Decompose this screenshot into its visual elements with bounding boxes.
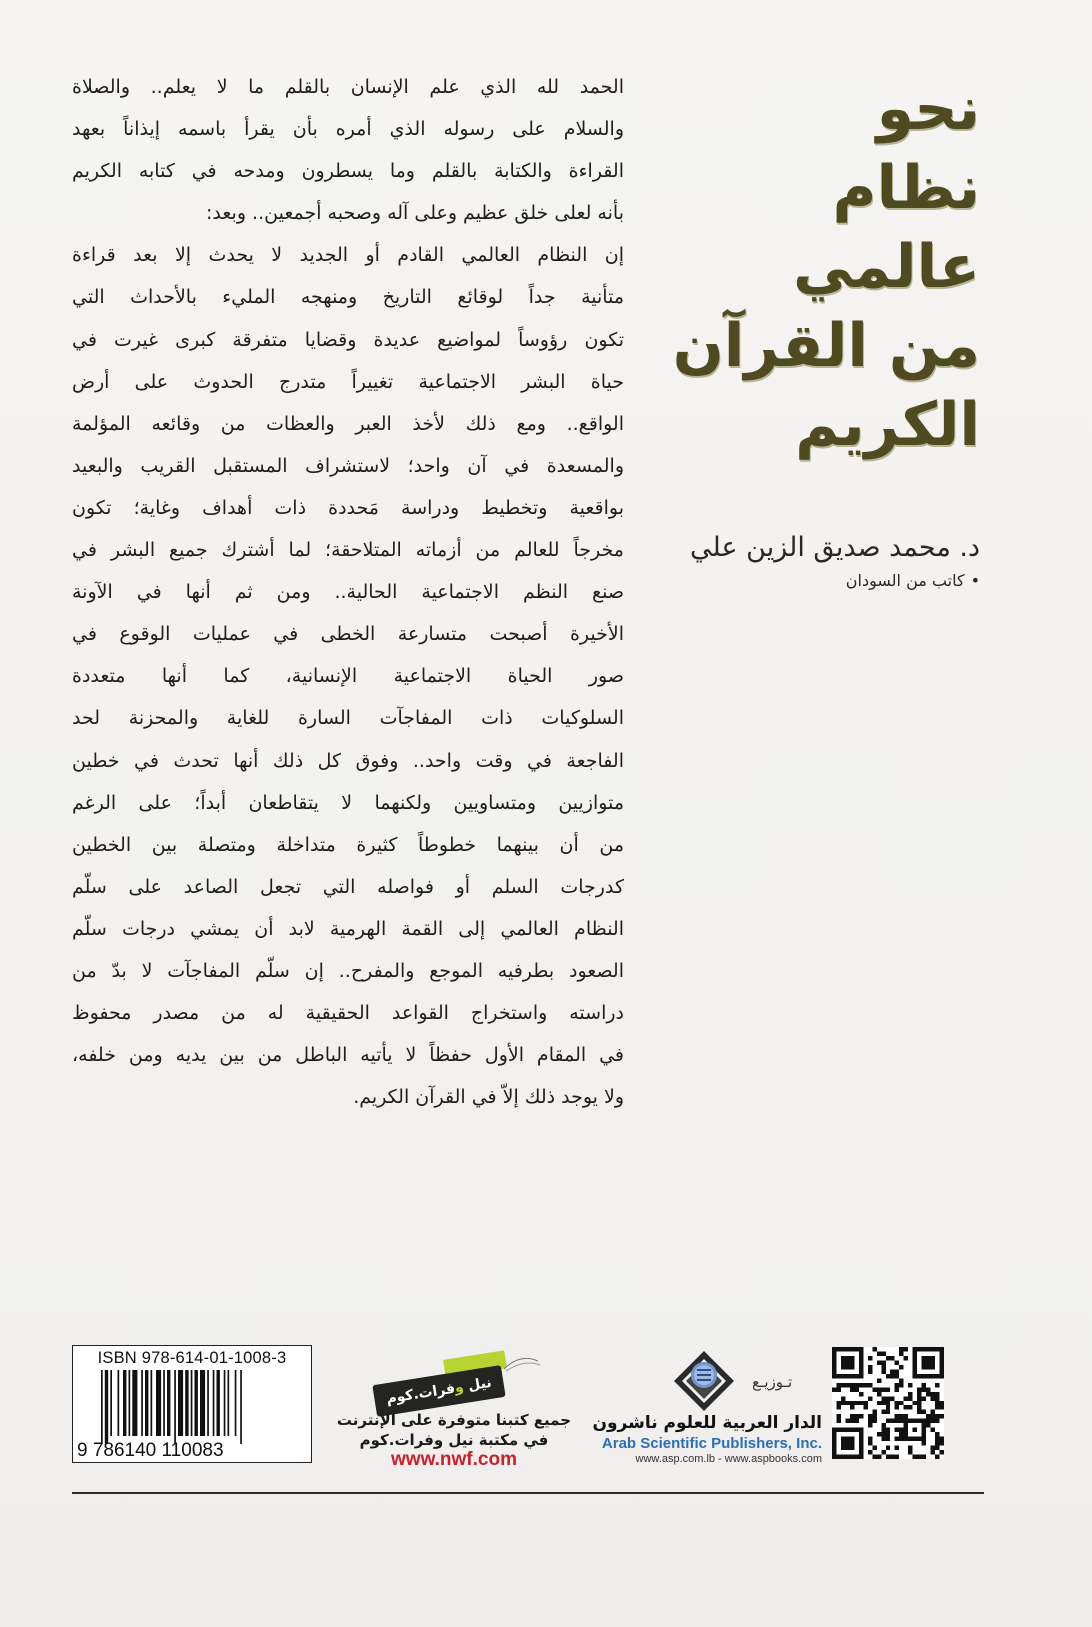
author-name: د. محمد صديق الزين علي <box>690 532 980 563</box>
blurb-line: صنع النظم الاجتماعية الحالية.. ومن ثم أنها في الآونة <box>72 581 624 604</box>
author-note <box>650 571 980 590</box>
author-block <box>650 532 980 590</box>
nwf-block <box>334 1345 574 1485</box>
qr-code-icon[interactable] <box>832 1347 944 1459</box>
blurb-line: الصعود بطرفيه الموجع والمفرح.. إن سلّم المفاجآت لا بدّ من <box>72 959 624 982</box>
blurb-line: النظام العالمي إلى القمة الهرمية لابد أن يمشي درجات سلّم <box>72 917 624 940</box>
nwf-logo-text <box>372 1365 505 1417</box>
blurb-line: السلوكيات ذات المفاجآت السارة للغاية والمحزنة لحد <box>72 707 624 730</box>
book-title <box>650 70 980 465</box>
publisher-name-en: Arab Scientific Publishers, Inc. <box>601 1435 822 1452</box>
publisher-block <box>582 1345 982 1485</box>
barcode-icon <box>95 1370 307 1444</box>
title-line: الكريم <box>795 390 980 460</box>
publisher-logo-icon <box>672 1349 736 1413</box>
title-line: نظام عالمي <box>793 153 980 302</box>
blurb-line: كدرجات السلم أو فواصله التي تجعل الصاعد على سلّم <box>72 875 624 898</box>
blurb-line: حياة البشر الاجتماعية تغييراً متدرج الحدوث على أرض <box>72 370 624 393</box>
nwf-logo-part: فرات.كوم <box>385 1380 457 1408</box>
title-line: من القرآن <box>672 311 980 381</box>
blurb-line: إن النظام العالمي القادم أو الجديد لا يحدث إلا بعد قراءة <box>72 244 624 267</box>
publisher-name-ar: الدار العربية للعلوم ناشرون <box>592 1413 822 1433</box>
blurb-line: بأنه لعلى خلق عظيم وعلى آله وصحبه أجمعين.. وبعد: <box>206 202 624 225</box>
footer <box>72 1345 982 1485</box>
nwf-logo-part: نيل <box>462 1374 493 1396</box>
blurb-line: الواقع.. ومع ذلك لأخذ العبر والعظات من وقائعه المؤلمة <box>72 412 624 435</box>
nwf-tagline: في مكتبة نيل وفرات.كوم <box>359 1431 549 1449</box>
blurb-line: من أن بينهما خطوطاً كثيرة متداخلة ومتصلة بين الخطين <box>72 833 624 856</box>
nwf-logo[interactable] <box>374 1355 534 1415</box>
blurb-line: دراسته واستخراج القواعد الحقيقية له من مصدر محفوظ <box>72 1002 624 1025</box>
footer-divider <box>72 1492 984 1494</box>
blurb-line: والسلام على رسوله الذي أمره بأن يقرأ باسمه إيذاناً بعهد <box>72 118 624 141</box>
blurb-line: القراءة والكتابة بالقلم وما يسطرون ومدحه في كتابه الكريم <box>72 160 624 183</box>
nwf-url-link[interactable]: www.nwf.com <box>391 1449 517 1470</box>
distribution-label: تـوزيـع <box>752 1373 793 1391</box>
barcode-digits: 9 786140 110083 <box>77 1440 224 1461</box>
nwf-tagline: جميع كتبنا متوفرة على الإنترنت <box>336 1411 572 1429</box>
author-origin: كاتب من السودان <box>845 571 965 590</box>
blurb-line: ولا يوجد ذلك إلاّ في القرآن الكريم. <box>353 1086 624 1109</box>
blurb-line: الحمد لله الذي علم الإنسان بالقلم ما لا يعلم.. والصلاة <box>72 76 624 98</box>
blurb-line: صور الحياة الاجتماعية الإنسانية، كما أنها متعددة <box>72 665 624 688</box>
blurb-line: في المقام الأول حفظاً لا يأتيه الباطل من بين يديه ومن خلفه، <box>72 1044 624 1067</box>
blurb-text <box>72 66 624 1118</box>
publisher-websites[interactable]: www.asp.com.lb - www.aspbooks.com <box>635 1453 822 1465</box>
blurb-line: تكون رؤوساً لمواضيع عديدة وقضايا متفرقة كبرى غيرت في <box>72 328 624 351</box>
isbn-barcode-box <box>72 1345 312 1463</box>
tag-string-icon <box>502 1351 542 1375</box>
blurb-line: والمسعدة في آن واحد؛ لاستشراف المستقبل القريب والبعيد <box>72 454 624 477</box>
blurb-line: الفاجعة في وقت واحد.. وفوق كل ذلك أنها تحدث في خطين <box>72 749 624 772</box>
blurb-line: متوازيين ومتساويين ولكنهما لا يتقاطعان أبداً؛ على الرغم <box>72 791 624 814</box>
blurb-line: الأخيرة أصبحت متسارعة الخطى في عمليات الوقوع في <box>72 623 624 646</box>
bullet-icon: • <box>970 571 980 590</box>
isbn-label: ISBN 978-614-01-1008-3 <box>97 1349 287 1367</box>
nwf-logo-part: و <box>453 1379 465 1397</box>
blurb-line: بواقعية وتخطيط ودراسة مَحددة ذات أهداف وغاية؛ تكون <box>72 496 624 519</box>
title-line: نحو <box>876 74 980 144</box>
blurb-line: متأنية جداً لوقائع التاريخ ومنهجه المليء بالأحداث التي <box>72 286 624 309</box>
blurb-line: مخرجاً للعالم من أزماته المتلاحقة؛ لما أشترك جميع البشر في <box>72 539 624 562</box>
